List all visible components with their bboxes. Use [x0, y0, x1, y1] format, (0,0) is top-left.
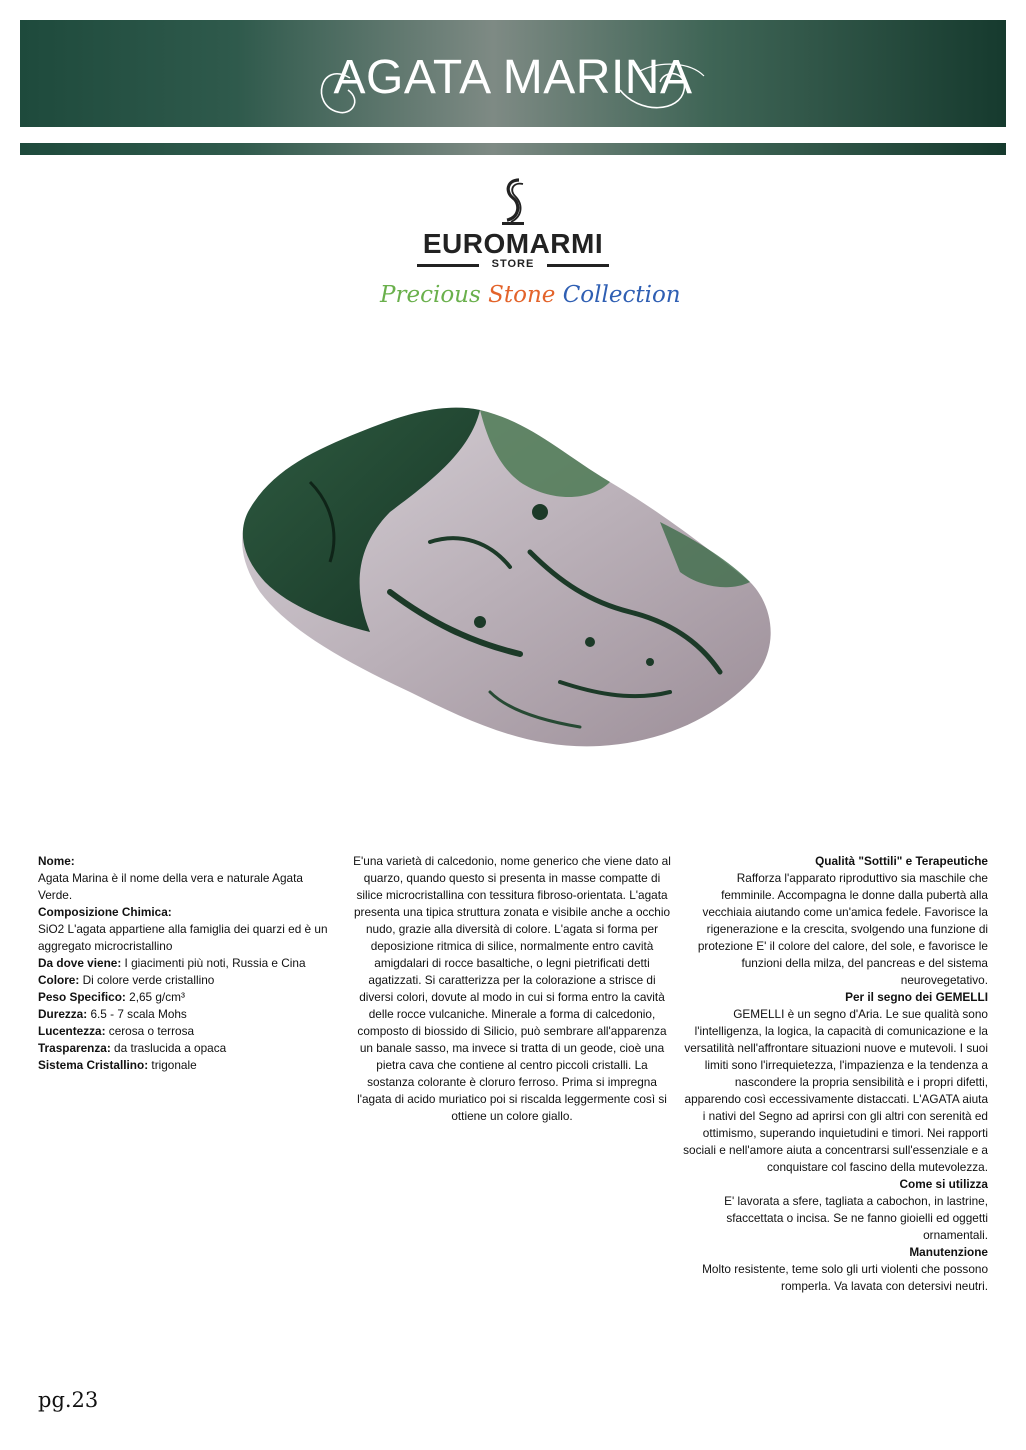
- trasparenza-label: Trasparenza:: [38, 1041, 111, 1055]
- lucentezza-label: Lucentezza:: [38, 1024, 106, 1038]
- logo-name: EUROMARMI: [422, 228, 604, 259]
- collection-tagline: [380, 282, 681, 308]
- tagline-word-stone: Stone: [488, 282, 556, 308]
- nome-label: Nome:: [38, 854, 75, 868]
- durezza-label: Durezza:: [38, 1007, 88, 1021]
- header-banner: [20, 20, 1006, 127]
- description-text: E'una varietà di calcedonio, nome generico che viene dato al quarzo, quando questo si presenta in masse compatte di silice microcristallina con tessitura fibroso-orientata. L'agata presenta una tipica struttura zonata e visibile anche a occhio nudo, grazie alla diversità di colore. L'agata si forma per deposizione ritmica di silice, normalmente entro cavità amigdalari di rocce basaltiche, o legni pietrificati detti agatizzati. Si caratterizza per la colorazione a strisce di diversi colori, dovute al modo in cui si forma entro la cavità delle rocce vulcaniche. Minerale a forma di calcedonio, composto di biossido di Silicio, può sembrare all'apparenza un banale sasso, ma invece si tratta di un geode, cioè una pietra cava che contiene al centro piccoli cristalli. La sostanza colorante è cloruro ferroso. Prima si impregna l'agata di acido muriatico poi si riscalda leggermente così si ottiene un colore giallo.: [353, 854, 671, 1123]
- comp-label: Composizione Chimica:: [38, 905, 172, 919]
- sistema-label: Sistema Cristallino:: [38, 1058, 149, 1072]
- colore-label: Colore:: [38, 973, 80, 987]
- section-text-utilizzo: E' lavorata a sfere, tagliata a cabochon, in lastrine, sfaccettata o incisa. Se ne fanno gioielli ed oggetti ornamentali.: [724, 1194, 988, 1242]
- header-divider-bar: [20, 143, 1006, 155]
- comp-text: SiO2 L'agata appartiene alla famiglia dei quarzi ed è un aggregato microcristallino: [38, 922, 328, 953]
- page-title: AGATA MARINA: [333, 51, 693, 104]
- logo-sub: [417, 258, 609, 272]
- section-text-gemelli: GEMELLI è un segno d'Aria. Le sue qualità sono l'intelligenza, la logica, la capacità di comunicazione e la versatilità nell'affrontare situazioni nuove e mutevoli. I suoi limiti sono l'irrequietezza, l'impazienza e la tendenza a nascondere la propria sensibilità e i propri difetti, apparendo così eccessivamente distaccati. L'AGATA aiuta i nativi del Segno ad aprirsi con gli altri con serenità ed ottimismo, superando inquietudini e timori. Nei rapporti sociali e nell'amore aiuta a concentrarsi sull'essenziale e a conquistare col fascino della mutevolezza.: [683, 1007, 988, 1174]
- colore-text: Di colore verde cristallino: [79, 973, 215, 987]
- sistema-text: trigonale: [148, 1058, 197, 1072]
- trasparenza-text: da traslucida a opaca: [110, 1041, 227, 1055]
- section-heading-qualita: Qualità "Sottili" e Terapeutiche: [815, 854, 988, 868]
- logo-sub-text: STORE: [491, 258, 535, 270]
- agata-marina-stone-image: [230, 392, 790, 754]
- section-heading-manutenzione: Manutenzione: [909, 1245, 988, 1259]
- euromarmi-logo: [413, 176, 613, 272]
- nome-text: Agata Marina è il nome della vera e naturale Agata Verde.: [38, 871, 303, 902]
- prov-text: I giacimenti più noti, Russia e Cina: [121, 956, 306, 970]
- prov-label: Da dove viene:: [38, 956, 122, 970]
- durezza-text: 6.5 - 7 scala Mohs: [87, 1007, 187, 1021]
- tagline-word-collection: Collection: [562, 282, 681, 308]
- section-text-qualita: Rafforza l'apparato riproduttivo sia maschile che femminile. Accompagna le donne dalla pubertà alla vecchiaia aiutando come un'amica fedele. Favorisce la rigenerazione e la crescita, svolgendo una funzione di protezione E' il colore del calore, del sole, e favorisce le funzioni della milza, del pancreas e del sistema neurovegetativo.: [697, 871, 988, 987]
- section-heading-gemelli: Per il segno dei GEMELLI: [845, 990, 988, 1004]
- section-heading-utilizzo: Come si utilizza: [899, 1177, 988, 1191]
- peso-label: Peso Specifico:: [38, 990, 126, 1004]
- page-number: pg.23: [38, 1388, 99, 1412]
- description-column: [352, 853, 672, 1125]
- lucentezza-text: cerosa o terrosa: [105, 1024, 195, 1038]
- specs-column: [38, 853, 338, 1074]
- tagline-word-precious: Precious: [380, 282, 481, 308]
- properties-column: [680, 853, 988, 1295]
- peso-text: 2,65 g/cm³: [125, 990, 185, 1004]
- section-text-manutenzione: Molto resistente, teme solo gli urti violenti che possono romperla. Va lavata con detersivi neutri.: [702, 1262, 988, 1293]
- euromarmi-s-logo-icon: [499, 176, 527, 226]
